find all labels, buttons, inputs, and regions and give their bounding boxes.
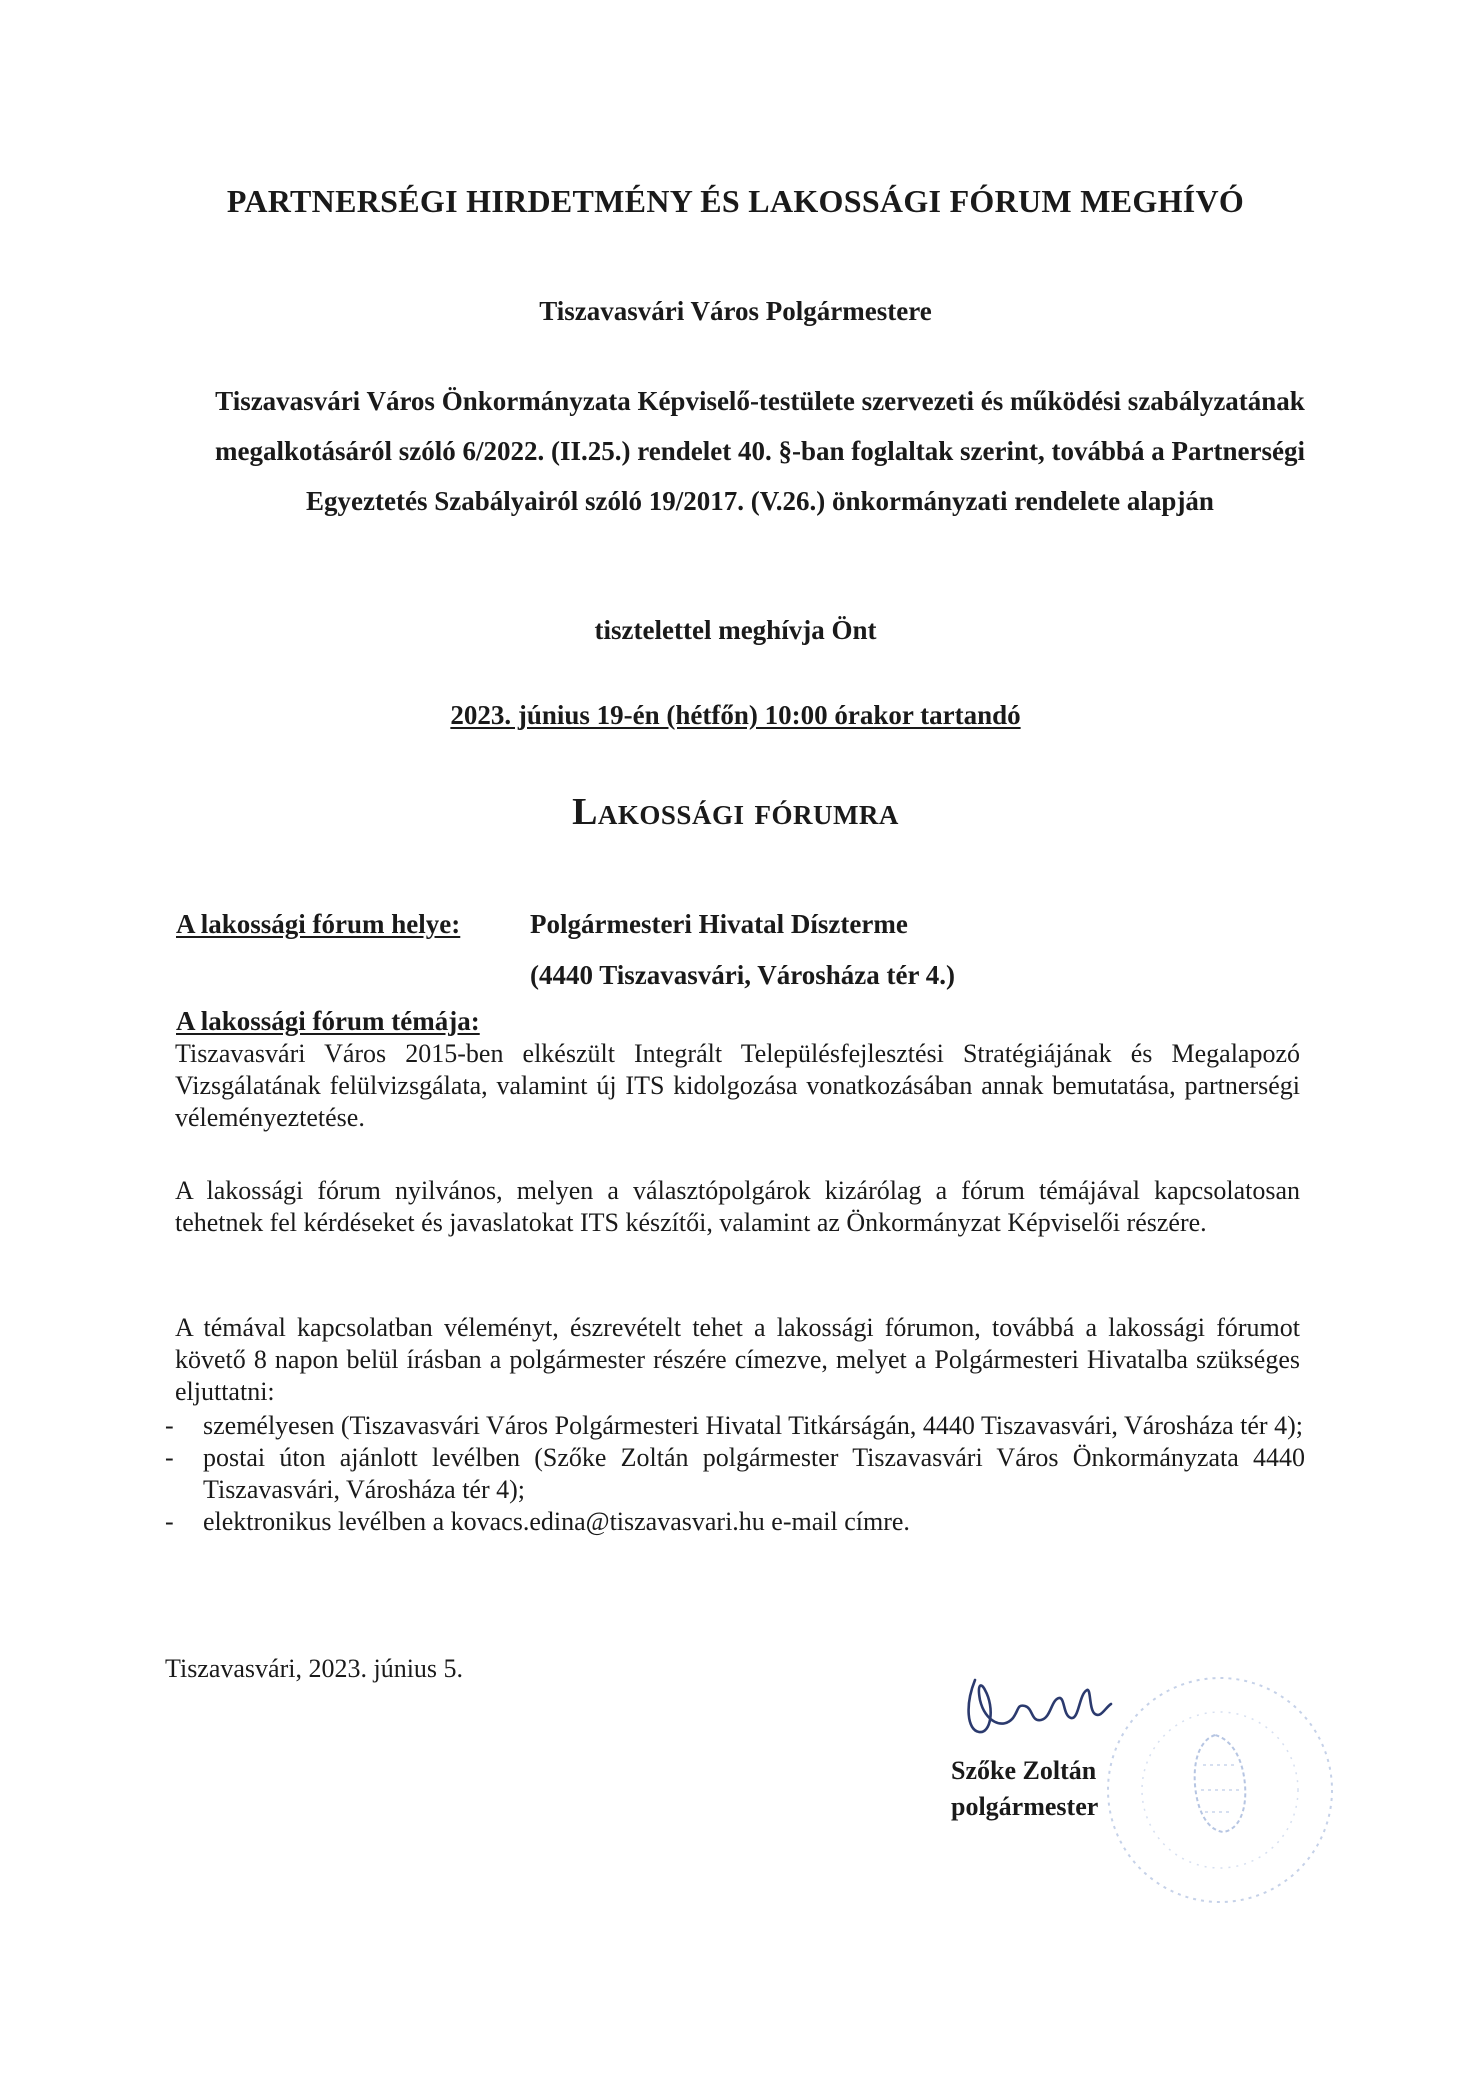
list-item: - személyesen (Tiszavasvári Város Polgármesteri Hivatal Titkárságán, 4440 Tiszavasvári, Városháza tér 4); <box>165 1410 1305 1442</box>
official-stamp <box>1095 1660 1345 1920</box>
document-title: PARTNERSÉGI HIRDETMÉNY ÉS LAKOSSÁGI FÓRUM MEGHÍVÓ <box>226 183 1245 219</box>
event-date <box>0 700 1471 731</box>
invitation-line: tisztelettel meghívja Önt <box>594 615 877 645</box>
topic-label: A lakossági fórum témája: <box>176 1006 480 1036</box>
signatory-name: Szőke Zoltán <box>951 1756 1097 1785</box>
public-forum-paragraph: A lakossági fórum nyilvános, melyen a választópolgárok kizárólag a fórum témájával kapcsolatosan tehetnek fel kérdéseket és javaslatokat ITS készítői, valamint az Önkormányzat Képviselői részére. <box>175 1176 1300 1237</box>
submission-methods-list <box>165 1410 1305 1538</box>
topic-text: Tiszavasvári Város 2015-ben elkészült Integrált Településfejlesztési Stratégiájának és Megalapozó Vizsgálatának felülvizsgálata, valamint új ITS kidolgozása vonatkozásában annak bemutatása, partnerségi véleményeztetése. <box>175 1039 1300 1132</box>
list-item: - elektronikus levélben a kovacs.edina@tiszavasvari.hu e-mail címre. <box>165 1506 1305 1538</box>
legal-basis-paragraph: Tiszavasvári Város Önkormányzata Képviselő-testülete szervezeti és működési szabályzatának megalkotásáról szóló 6/2022. (II.25.) rendelet 40. §-ban foglaltak szerint, továbbá a Partnerségi Egyeztetés Szabályairól szóló 19/2017. (V.26.) önkormányzati rendelete alapján <box>215 386 1305 516</box>
venue-address: (4440 Tiszavasvári, Városháza tér 4.) <box>530 960 955 990</box>
opinion-paragraph: A témával kapcsolatban véleményt, észrevételt tehet a lakossági fórumon, továbbá a lakossági fórumot követő 8 napon belül írásban a polgármester részére címezve, melyet a Polgármesteri Hivatalba szükséges eljuttatni: <box>175 1313 1300 1406</box>
venue-name: Polgármesteri Hivatal Díszterme <box>530 909 908 939</box>
list-item: - postai úton ajánlott levélben (Szőke Zoltán polgármester Tiszavasvári Város Önkormányzata 4440 Tiszavasvári, Városháza tér 4); <box>165 1442 1305 1506</box>
place-and-date: Tiszavasvári, 2023. június 5. <box>165 1654 464 1683</box>
event-date-text: 2023. június 19-én (hétfőn) 10:00 órakor tartandó <box>450 700 1021 730</box>
venue-label: A lakossági fórum helye: <box>176 909 461 939</box>
handwritten-signature <box>955 1660 1125 1750</box>
signatory-role: polgármester <box>951 1792 1099 1821</box>
forum-heading: Lakossági fórumra <box>572 791 899 833</box>
issuer: Tiszavasvári Város Polgármestere <box>539 296 932 326</box>
